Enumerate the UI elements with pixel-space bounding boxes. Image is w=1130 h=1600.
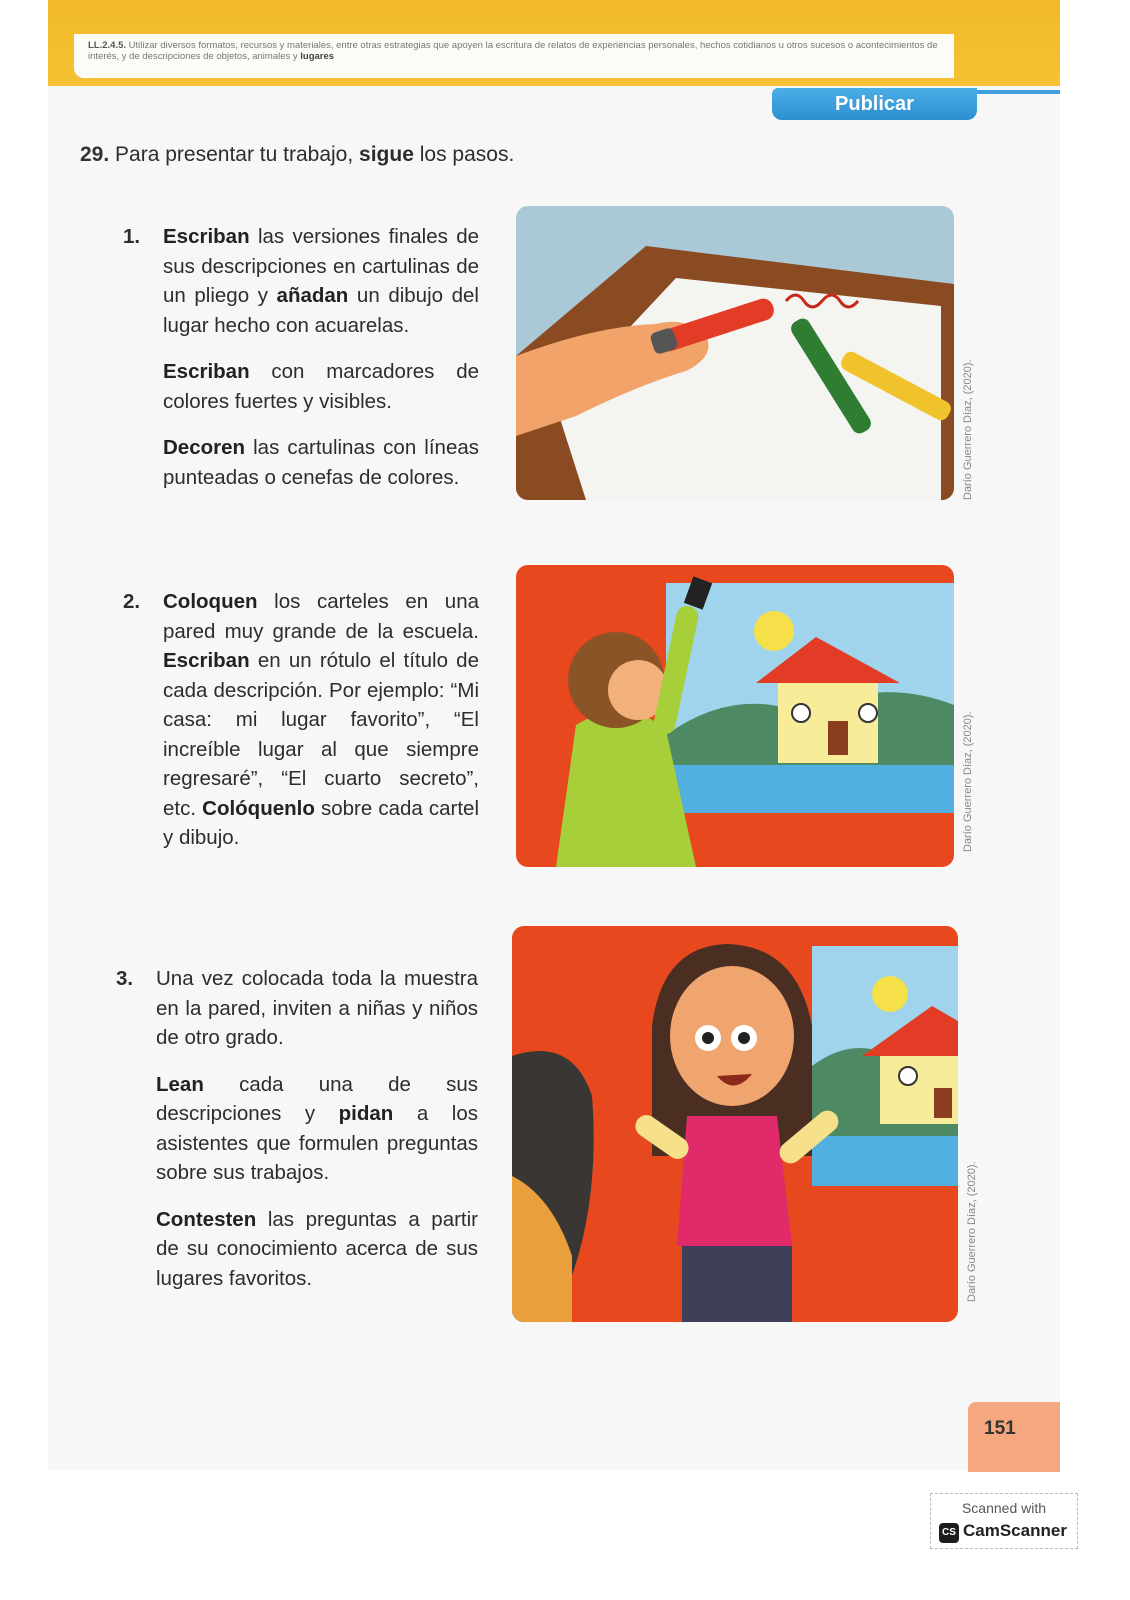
camscanner-logo-icon: CS bbox=[939, 1523, 959, 1543]
illustration-hand-writing bbox=[516, 206, 954, 500]
scanner-watermark: Scanned with CS CamScanner bbox=[930, 1493, 1078, 1549]
step-number: 2. bbox=[123, 590, 141, 613]
question-number: 29. bbox=[80, 143, 110, 166]
illustration-credit: Darío Guerrero Díaz, (2020). bbox=[962, 359, 974, 500]
step-paragraph: Decoren las cartulinas con líneas punteadas o cenefas de colores. bbox=[163, 436, 479, 489]
objective-emphasis: lugares bbox=[300, 51, 335, 62]
learning-objective bbox=[74, 34, 954, 78]
illustration-credit: Darío Guerrero Díaz, (2020). bbox=[966, 1161, 978, 1302]
step-paragraph: Contesten las preguntas a partir de su conocimiento acerca de sus lugares favoritos. bbox=[156, 1207, 479, 1290]
step-number: 1. bbox=[123, 225, 141, 248]
step-paragraph: Coloquen los carteles en una pared muy grande de la escuela. Escriban en un rótulo el título de cada descripción. Por ejemplo: “Mi casa: mi lugar favorito”, “El increíble lugar al que siempre regresaré”, “El cuarto secreto”, etc. Colóquenlo sobre cada cartel y dibujo. bbox=[163, 590, 479, 849]
illustration-credit: Darío Guerrero Díaz, (2020). bbox=[962, 711, 974, 852]
step-paragraph: Escriban con marcadores de colores fuertes y visibles. bbox=[163, 360, 479, 413]
objective-code: LL.2.4.5. bbox=[88, 40, 127, 51]
step-2 bbox=[123, 587, 479, 870]
step-1 bbox=[123, 222, 480, 509]
illustration-girl-presenting bbox=[512, 926, 958, 1322]
step-paragraph: Escriban las versiones finales de sus descripciones en cartulinas de un pliego y añadan un dibujo del lugar hecho con acuarelas. bbox=[163, 225, 480, 337]
question-title: 29. Para presentar tu trabajo, sigue los pasos. bbox=[80, 143, 515, 166]
step-paragraph: Una vez colocada toda la muestra en la pared, inviten a niñas y niños de otro grado. bbox=[156, 967, 478, 1049]
step-3 bbox=[116, 964, 479, 1310]
section-tab-publicar: Publicar bbox=[772, 88, 977, 120]
page-number: 151 bbox=[968, 1402, 1060, 1472]
illustration-boy-poster bbox=[516, 565, 954, 867]
objective-text: Utilizar diversos formatos, recursos y materiales, entre otras estrategias que apoyen la escritura de relatos de experiencias personales, hechos cotidianos u otros sucesos o acontecimientos de interés, y de descripciones de objetos, animales y bbox=[88, 40, 938, 62]
step-paragraph: Lean cada una de sus descripciones y pidan a los asistentes que formulen preguntas sobre sus trabajos. bbox=[156, 1072, 478, 1184]
step-number: 3. bbox=[116, 967, 134, 990]
